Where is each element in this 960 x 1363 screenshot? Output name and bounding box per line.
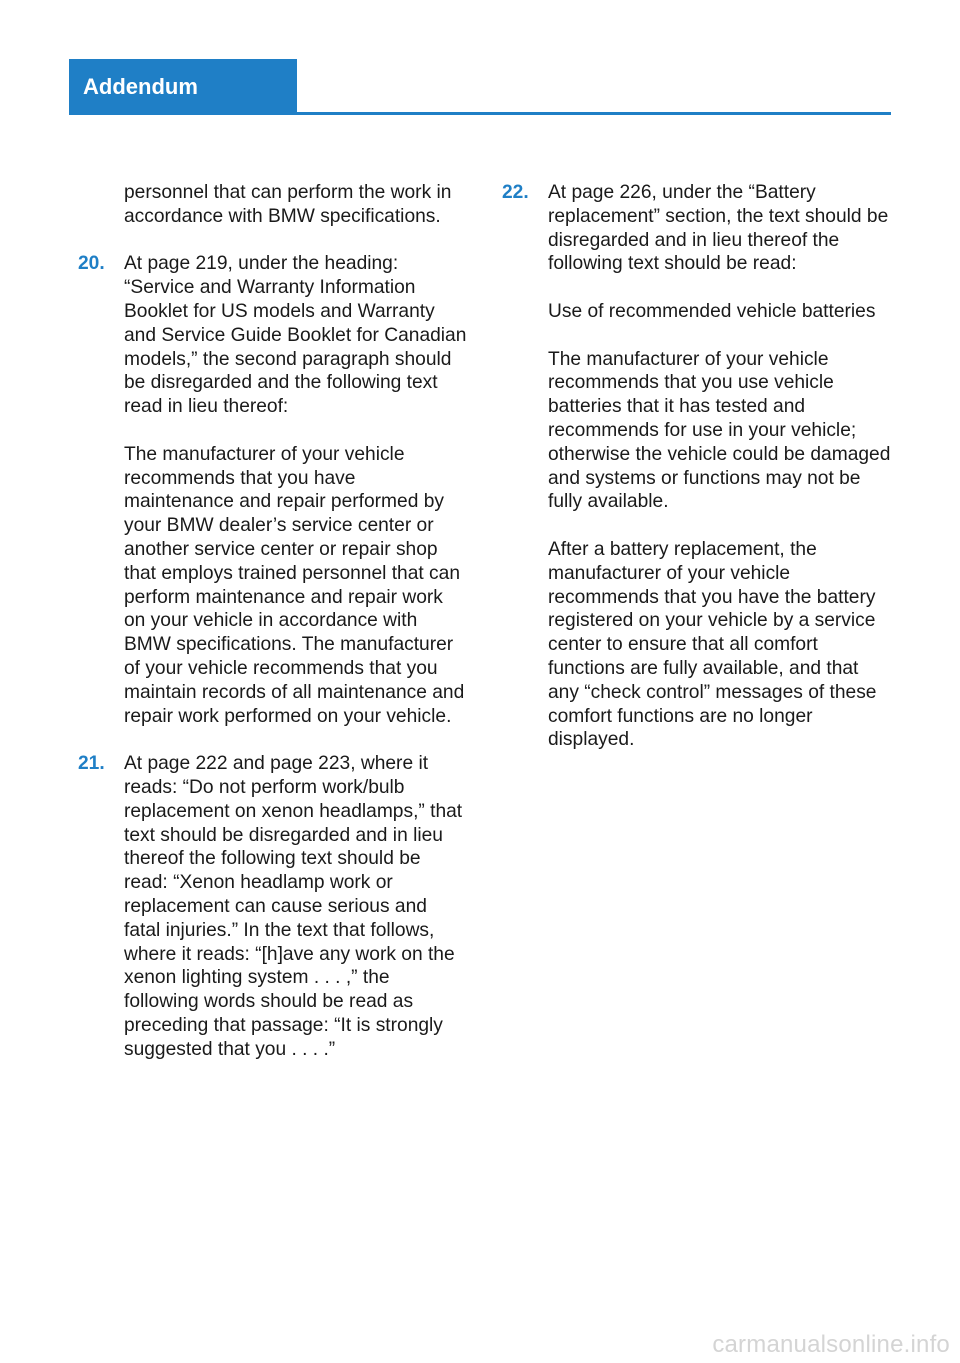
list-item-21 <box>78 752 468 1061</box>
item-21-paragraph-1: At page 222 and page 223, where it reads: “Do not perform work/bulb replacement on xenon headlamps,” that text should be disregarded and in lieu thereof the following text should be read: “Xenon headlamp work or replacement can cause serious and fatal injuries.” In the text that follows, where it reads: “[h]ave any work on the xenon lighting system . . . ,” the following words should be read as preceding that passage: “It is strongly suggested that you . . . .” <box>124 753 463 1060</box>
item-20-paragraph-2: The manufacturer of your vehicle recommends that you have maintenance and repair performed by your BMW dealer’s service center or another service center or repair shop that employs trained personnel that can perform maintenance and repair work on your vehicle in accordance with BMW specifications. The manufacturer of your vehicle recommends that you maintain records of all maintenance and repair work performed on your vehicle. <box>124 443 465 727</box>
header-divider <box>69 112 891 115</box>
item-22-paragraph-2: Use of recommended vehicle batteries <box>548 300 876 322</box>
list-item-20 <box>78 252 468 728</box>
continued-paragraph <box>78 181 468 229</box>
continuation-text: personnel that can perform the work in accordance with BMW specifications. <box>124 182 452 227</box>
section-header-tab <box>69 59 297 114</box>
item-22-paragraph-1: At page 226, under the “Battery replacement” section, the text should be disregarded and in lieu thereof the following text should be read: <box>548 182 889 275</box>
item-number: 20. <box>78 253 105 275</box>
item-number: 22. <box>502 182 529 203</box>
watermark: carmanualsonline.info <box>712 1331 950 1358</box>
item-number: 21. <box>78 753 105 775</box>
item-20-paragraph-1: At page 219, under the heading: “Service and Warranty Information Booklet for US models and Warranty and Service Guide Booklet for Canadian models,” the second paragraph should be disregarded and the following text read in lieu thereof: <box>124 253 467 418</box>
right-column <box>502 181 894 776</box>
item-22-paragraph-3: The manufacturer of your vehicle recommends that you use vehicle batteries that it has tested and recommends for use in your vehicle; otherwise the vehicle could be damaged and systems or functions may not be fully available. <box>548 348 891 513</box>
section-title: Addendum <box>83 74 198 99</box>
left-column <box>78 181 468 1085</box>
item-22-paragraph-4: After a battery replacement, the manufacturer of your vehicle recommends that you have the battery registered on your vehicle by a service center to ensure that all comfort functions are fully available, and that any “check control” messages of these comfort functions are no longer displayed. <box>548 538 877 751</box>
list-item-22 <box>502 181 894 752</box>
